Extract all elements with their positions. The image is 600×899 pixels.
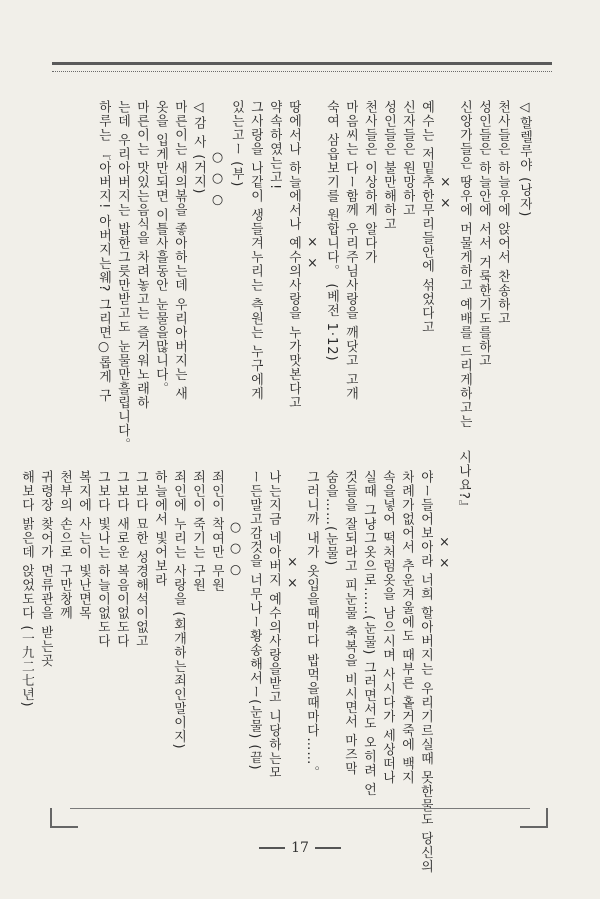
text-column: 천사들은 이상하게 알다가 bbox=[362, 100, 377, 265]
text-column: 죄인이 죽기는 구원 bbox=[190, 470, 205, 593]
text-column: 죄인이 착여만 무원 bbox=[209, 470, 224, 593]
corner-mark-right bbox=[520, 808, 548, 828]
text-column: 성인들은 불만해하고 bbox=[381, 100, 396, 232]
text-column: 야ー들어보아라 너희 할아버지는 우리기르실때 못한물도 당신의 bbox=[418, 470, 433, 874]
text-column: 있는고ー (부) bbox=[229, 100, 244, 188]
text-column: 신앙가들은 땅우에 머물게하고 예배를 드리게하고는 bbox=[457, 100, 472, 429]
text-column: 하루는 『아버지! 아버지는웨? 그리면○롭게 구 bbox=[96, 100, 111, 403]
text-column: ◁감 사 (거지) bbox=[191, 100, 206, 195]
text-column: 그보다 빛나는 하늘이없도다 bbox=[95, 470, 110, 649]
section-divider: × × bbox=[285, 555, 300, 593]
text-column: 하늘에서 빛어보라 bbox=[152, 470, 167, 588]
text-column: 천부의 손으로 구만창께 bbox=[57, 470, 72, 621]
text-column: 복지에 사는이 빛난면목 bbox=[76, 470, 91, 621]
text-column: 예수는 저밑추한무리들안에 섞었다고 bbox=[419, 100, 434, 335]
text-column: 옷을 입게만되면 이틀사흘동안 눈물을많니다。 bbox=[153, 100, 168, 396]
text-column: 시나요?』 bbox=[456, 450, 471, 514]
text-column: 는데 우리아버지는 밥한그릇만받고도 눈물만흘립니다。 bbox=[115, 100, 130, 452]
text-column: 귀령장 찾어가 면류관을 받는곳 bbox=[38, 470, 53, 668]
page-number: 17 bbox=[245, 840, 355, 856]
text-column: ー든말고감것을 너무나ー황송해서ー(눈물) (끝) bbox=[247, 470, 262, 771]
text-column: 것들을 잘되라고 피눈물 축복을 비시면서 마즈막 bbox=[342, 470, 357, 776]
bottom-rule bbox=[70, 808, 530, 809]
text-column: 차례가없어서 추운겨울에도 때부른 홑거죽에 백지 bbox=[399, 470, 414, 785]
text-column: 나는지금 네아버지 예수의사랑을받고 니당하는모 bbox=[266, 470, 281, 780]
section-divider: ○ ○ ○ bbox=[228, 520, 243, 579]
text-column: 실때 그냥그옷으로……(눈물) 그러면서도 오히려 언 bbox=[361, 470, 376, 797]
section-divider: × × bbox=[438, 175, 453, 213]
text-column: ◁할렐루야 (낭자) bbox=[517, 100, 532, 218]
text-column: 약속하였는고! bbox=[267, 100, 282, 191]
text-column: 천사들은 하늘우에 앉어서 찬송하고 bbox=[495, 100, 510, 326]
text-column: 마른이는 새의볶을 좋아하는데 우리아버지는 새 bbox=[172, 100, 187, 401]
text-column: 속을넣어 떡처럼옷을 남으시며 사시다가 세상떠나 bbox=[380, 470, 395, 785]
text-column: 그사랑을 나같이 생들겨누리는 측원는 누구에게 bbox=[248, 100, 263, 401]
text-column: 그러니까 내가 옷입을때마다 밥먹을때마다……。 bbox=[304, 470, 319, 780]
section-divider: ○ ○ ○ bbox=[210, 150, 225, 209]
text-column: 땅에서나 하늘에서나 예수의사랑을 누가맛본다고 bbox=[286, 100, 301, 410]
text-column: 해보다 밝은데 앉었도다 (一九二七년) bbox=[19, 470, 34, 708]
text-column: 마른이는 맛있는음식을 차려놓고는 즐거워노래하 bbox=[134, 100, 149, 410]
text-column: 성인들은 하늘안에 서서 거룩한기도를하고 bbox=[476, 100, 491, 368]
text-column: 마음씨는 다ー함께 우리주님사랑을 깨닷고 고개 bbox=[343, 100, 358, 401]
section-divider: × × bbox=[305, 235, 320, 273]
top-rule bbox=[52, 62, 552, 72]
text-column: 그보다 묘한 성경해석이없고 bbox=[133, 470, 148, 649]
text-column: 죄인에 누리는 사랑을 (회개하는죄인말이지) bbox=[171, 470, 186, 750]
text-column: 숨을……(눈물) bbox=[323, 470, 338, 567]
text-column: 그보다 새로운 복음이없도다 bbox=[114, 470, 129, 649]
text-column: 숙여 삼읍보기를 원합니다。 (베전 1·12) bbox=[324, 100, 339, 362]
section-divider: × × bbox=[437, 535, 452, 573]
text-column: 신자들은 원망하고 bbox=[400, 100, 415, 218]
corner-mark-left bbox=[50, 808, 78, 828]
